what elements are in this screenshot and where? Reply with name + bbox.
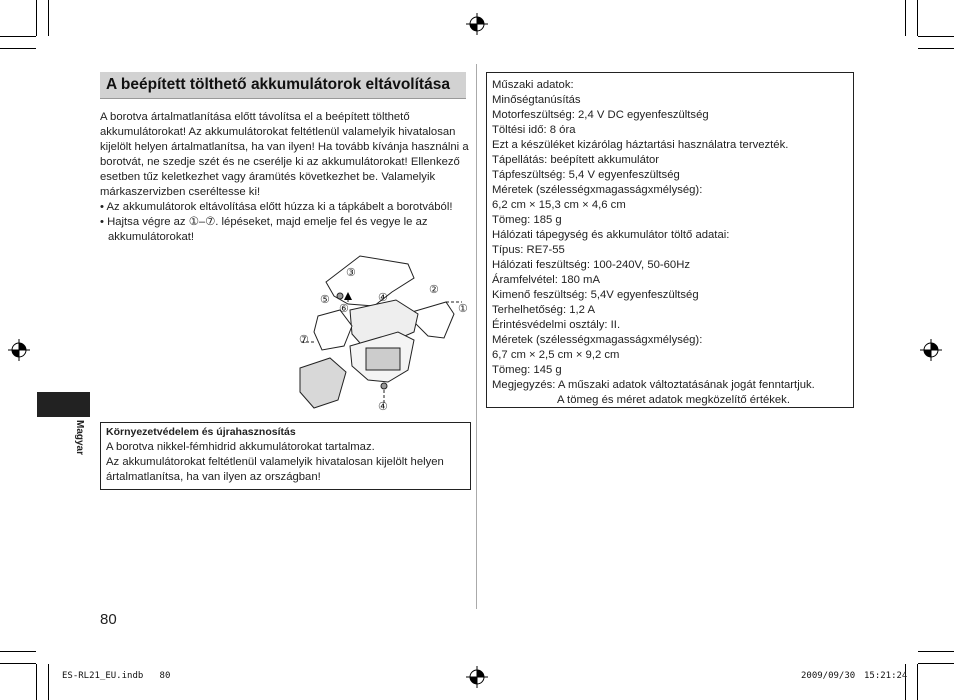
environment-notice-box (100, 422, 471, 490)
step-label-6: ⑥ (339, 303, 349, 315)
crop-mark (917, 0, 918, 36)
crop-mark (918, 663, 954, 664)
environment-line: ártalmatlanítsa, ha van ilyen az országban! (106, 471, 321, 483)
spec-line: Minőségtanúsítás (492, 94, 581, 106)
spec-line: 6,2 cm × 15,3 cm × 4,6 cm (492, 199, 626, 211)
spec-line: Tömeg: 145 g (492, 364, 562, 376)
step-label-5: ⑤ (320, 294, 330, 306)
environment-line: Az akkumulátorokat feltétlenül valamelyik hivatalosan kijelölt helyen (106, 456, 444, 468)
step-label-1: ① (458, 303, 468, 315)
spec-line: Terhelhetőség: 1,2 A (492, 304, 596, 316)
spec-line: Hálózati feszültség: 100-240V, 50-60Hz (492, 259, 691, 271)
registration-mark-icon (466, 13, 488, 35)
registration-mark-icon (920, 339, 942, 361)
crop-mark (0, 663, 36, 664)
crop-mark (918, 36, 954, 37)
spec-line: Méretek (szélességxmagasságxmélység): (492, 334, 703, 346)
battery-removal-diagram (296, 252, 472, 418)
intro-line: borotvát, ne szedje szét és ne cserélje ki az akkumulátorokat! Ellenkező (100, 156, 460, 168)
crop-mark (0, 651, 36, 652)
crop-mark (48, 664, 49, 700)
intro-line: A borotva ártalmatlanítása előtt távolítsa el a beépített tölthető (100, 111, 410, 123)
spec-line: Töltési idő: 8 óra (492, 124, 576, 136)
crop-mark (48, 0, 49, 36)
footer-file-info: ES-RL21_EU.indb 80 (62, 671, 171, 681)
page-number: 80 (100, 611, 117, 628)
spec-line: 6,7 cm × 2,5 cm × 9,2 cm (492, 349, 620, 361)
language-side-label: Magyar (74, 420, 85, 456)
intro-line: kijelölt helyen ártalmatlanítsa, ha van ilyen! Ha tovább kívánja használni a (100, 141, 469, 153)
spec-line: Érintésvédelmi osztály: II. (492, 319, 621, 331)
bullet-item: • Az akkumulátorok eltávolítása előtt húzza ki a tápkábelt a borotvából! (100, 201, 453, 213)
spec-line: Méretek (szélességxmagasságxmélység): (492, 184, 703, 196)
section-title-bar (100, 72, 466, 99)
step-label-4-top: ④ (378, 292, 388, 304)
spec-line: Megjegyzés: A műszaki adatok változtatásának jogát fenntartjuk. (492, 379, 815, 391)
crop-mark (905, 0, 906, 36)
step-label-3: ③ (346, 267, 356, 279)
crop-mark (917, 664, 918, 700)
spec-line: Kimenő feszültség: 5,4V egyenfeszültség (492, 289, 699, 301)
intro-line: márkaszervizben cseréltesse ki! (100, 186, 261, 198)
crop-mark (918, 48, 954, 49)
spec-line: Tápfeszültség: 5,4 V egyenfeszültség (492, 169, 680, 181)
bullet-item: • Hajtsa végre az ①–⑦. lépéseket, majd emelje fel és vegye le az (100, 216, 428, 228)
shaver-foil-part (300, 358, 346, 408)
battery-block-part (366, 348, 400, 370)
footer-date: 2009/09/30 (801, 671, 856, 681)
language-tab-marker (37, 392, 90, 417)
footer-time: 15:21:24 (864, 671, 908, 681)
crop-mark (36, 0, 37, 36)
spec-line: A tömeg és méret adatok megközelítő értékek. (557, 394, 790, 406)
spec-line: Áramfelvétel: 180 mA (492, 274, 600, 286)
step-label-2: ② (429, 284, 439, 296)
spec-line: Motorfeszültség: 2,4 V DC egyenfeszültség (492, 109, 709, 121)
crop-mark (36, 664, 37, 700)
environment-heading: Környezetvédelem és újrahasznosítás (106, 426, 296, 438)
intro-line: esetben tűz keletkezhet vagy áramütés következhet be. Valamelyik (100, 171, 436, 183)
bullet-item-continuation: akkumulátorokat! (108, 231, 195, 243)
spec-line: Tömeg: 185 g (492, 214, 562, 226)
instruction-list (100, 200, 470, 245)
specifications-box (486, 72, 854, 408)
intro-line: akkumulátorokat! Az akkumulátorokat feltétlenül valamelyik hivatalosan (100, 126, 456, 138)
environment-line: A borotva nikkel-fémhidrid akkumulátorokat tartalmaz. (106, 441, 375, 453)
spec-line: Ezt a készüléket kizárólag háztartási használatra tervezték. (492, 139, 789, 151)
side-cover-part (412, 302, 454, 338)
spec-line: Tápellátás: beépített akkumulátor (492, 154, 660, 166)
crop-mark (0, 48, 36, 49)
intro-paragraph (100, 110, 470, 200)
crop-mark (905, 664, 906, 700)
column-divider (476, 64, 477, 609)
section-title: A beépített tölthető akkumulátorok eltávolítása (106, 76, 450, 93)
crop-mark (0, 36, 36, 37)
spec-line: Műszaki adatok: (492, 79, 574, 91)
registration-mark-icon (8, 339, 30, 361)
registration-mark-icon (466, 666, 488, 688)
step-label-4-bottom: ④ (378, 401, 388, 413)
crop-mark (918, 651, 954, 652)
blade-head-part (314, 310, 352, 350)
spec-line: Hálózati tápegység és akkumulátor töltő adatai: (492, 229, 730, 241)
spec-line: Típus: RE7-55 (492, 244, 565, 256)
step-label-7: ⑦ (299, 334, 309, 346)
